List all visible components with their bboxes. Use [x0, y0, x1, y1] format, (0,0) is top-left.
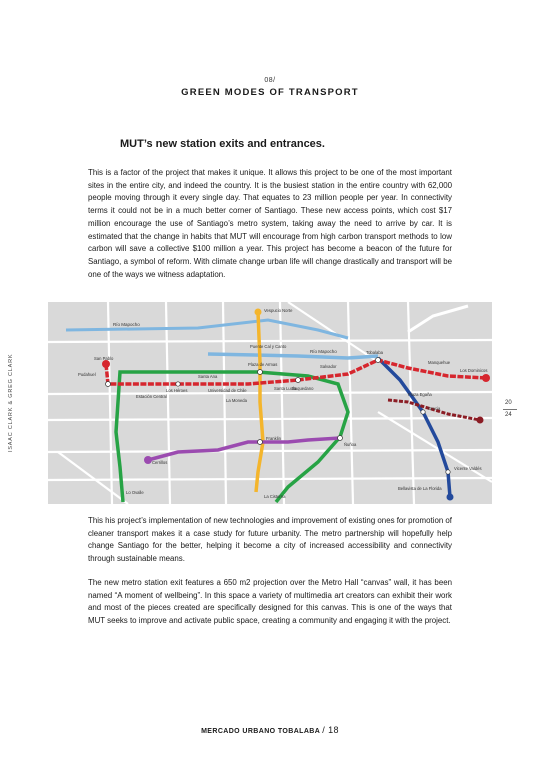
station-san-pablo: [106, 382, 111, 387]
terminal-san-pablo: [102, 360, 110, 368]
paragraph-urbanity: This his project’s implementation of new technologies and improvement of existing ones for promotion of cleaner transport makes it a case study for future urbanity. The metro partnership will hopefully help change Santiago for the better, helping it become a city of increased accessibility and connectivity through sustainable means.: [88, 516, 452, 564]
label-universidad-de-chile: Universidad de Chile: [208, 388, 247, 393]
station-baquedano: [296, 378, 301, 383]
station-plaza-armas: [258, 370, 263, 375]
station-tobalaba: [376, 358, 381, 363]
label-puente-cal-y-canto: Puente Cal y Canto: [250, 344, 287, 349]
section-title: GREEN MODES OF TRANSPORT: [181, 87, 359, 98]
label-salvador: Salvador: [320, 364, 337, 369]
footer-title: MERCADO URBANO TOBALABA: [201, 728, 320, 735]
label-santa-ana: Santa Ana: [198, 374, 218, 379]
terminal-cerrillos: [144, 456, 152, 464]
label-santa-lucia: Santa Lucía: [274, 386, 297, 391]
label-los-dominicos: Los Dominicos: [460, 368, 488, 373]
station-los-heroes: [176, 382, 180, 386]
label-los-heroes: Los Héroes: [166, 388, 188, 393]
terminal-line-4: [447, 494, 454, 501]
label-baquedano: Baquedano: [292, 386, 314, 391]
label-franklin: Franklin: [266, 436, 281, 441]
label-nunoa: Ñuñoa: [344, 442, 357, 447]
metro-line-6: [148, 438, 340, 460]
label-plaza-de-armas: Plaza de Armas: [248, 362, 278, 367]
paragraph-intro: This is a factor of the project that makes it unique. It allows this project to be one of the most important sites in the entire city, and indeed the country. It is the busiest station in the entire country with 62,000 people moving through it every single day. That equates to 23 million people per year. In connectivity terms it could not be in a much better corner of Santiago. These new access points, which cost $17 million encourage the use of Santiago’s metro system, taking away the need to arrive by car. It is estimated that the change in habits that MUT will encourage from high carbon transport methods to low carbon will save a collective $100 million a year. This project has become a beacon of the future for Santiago, a symbol of reform. With climate change urban life will change drastically and transport will be one of the ways we witness adaptation.: [88, 168, 452, 279]
page-total: 24: [505, 412, 512, 418]
label-manquehue: Manquehue: [428, 360, 451, 365]
footer: [0, 725, 540, 735]
label-vicente-valdes: Vicente Valdés: [454, 466, 482, 471]
station-grecia: [421, 410, 425, 414]
label-rio-mapocho-e: Río Mapocho: [310, 349, 337, 354]
label-la-cisterna: La Cisterna: [264, 494, 286, 499]
label-estacion-central: Estación Central: [136, 394, 167, 399]
terminal-vespucio-norte: [255, 309, 262, 316]
station-vicente-valdes: [446, 470, 450, 474]
metro-map: [48, 302, 492, 504]
label-lo-ovalle: Lo Ovalle: [126, 490, 144, 495]
label-la-moneda: La Moneda: [226, 398, 247, 403]
label-pudahuel: Pudahuel: [78, 372, 96, 377]
page-divider: [503, 409, 517, 410]
label-grecia: Grecia: [428, 406, 441, 411]
heading: MUT’s new station exits and entrances.: [120, 138, 325, 150]
paragraph-canvas: The new metro station exit features a 650 m2 projection over the Metro Hall “canvas” wall, it has been named “A moment of wellbeing”. In this space a variety of multimedia art creators can exhibit their work and most of the pieces created are specifically designed for this canvas. This is one of the ways that MUT seeks to improve and activate public space, creating a community and engaging it with the project.: [88, 578, 452, 626]
metro-line-2: [256, 312, 263, 492]
authors-sidebar: ISAAC CLARK & GREG CLARK: [8, 353, 14, 452]
footer-page: / 18: [322, 725, 339, 735]
label-plaza-egana: Plaza Egaña: [408, 392, 432, 397]
label-vespucio-norte: Vespucio Norte: [264, 308, 293, 313]
label-cerrillos: Cerrillos: [152, 460, 168, 465]
station-franklin: [258, 440, 263, 445]
river-mapocho: [208, 354, 378, 358]
label-bellavista-florida: Bellavista de La Florida: [398, 486, 442, 491]
page-current: 20: [505, 400, 512, 406]
station-nunoa: [338, 436, 343, 441]
terminal-line-3: [477, 417, 484, 424]
label-tobalaba: Tobalaba: [366, 350, 383, 355]
section-number: 08/: [264, 77, 276, 84]
terminal-los-dominicos: [482, 374, 490, 382]
street-grid: [48, 302, 492, 504]
label-rio-mapocho-w: Río Mapocho: [113, 322, 140, 327]
label-san-pablo: San Pablo: [94, 356, 114, 361]
